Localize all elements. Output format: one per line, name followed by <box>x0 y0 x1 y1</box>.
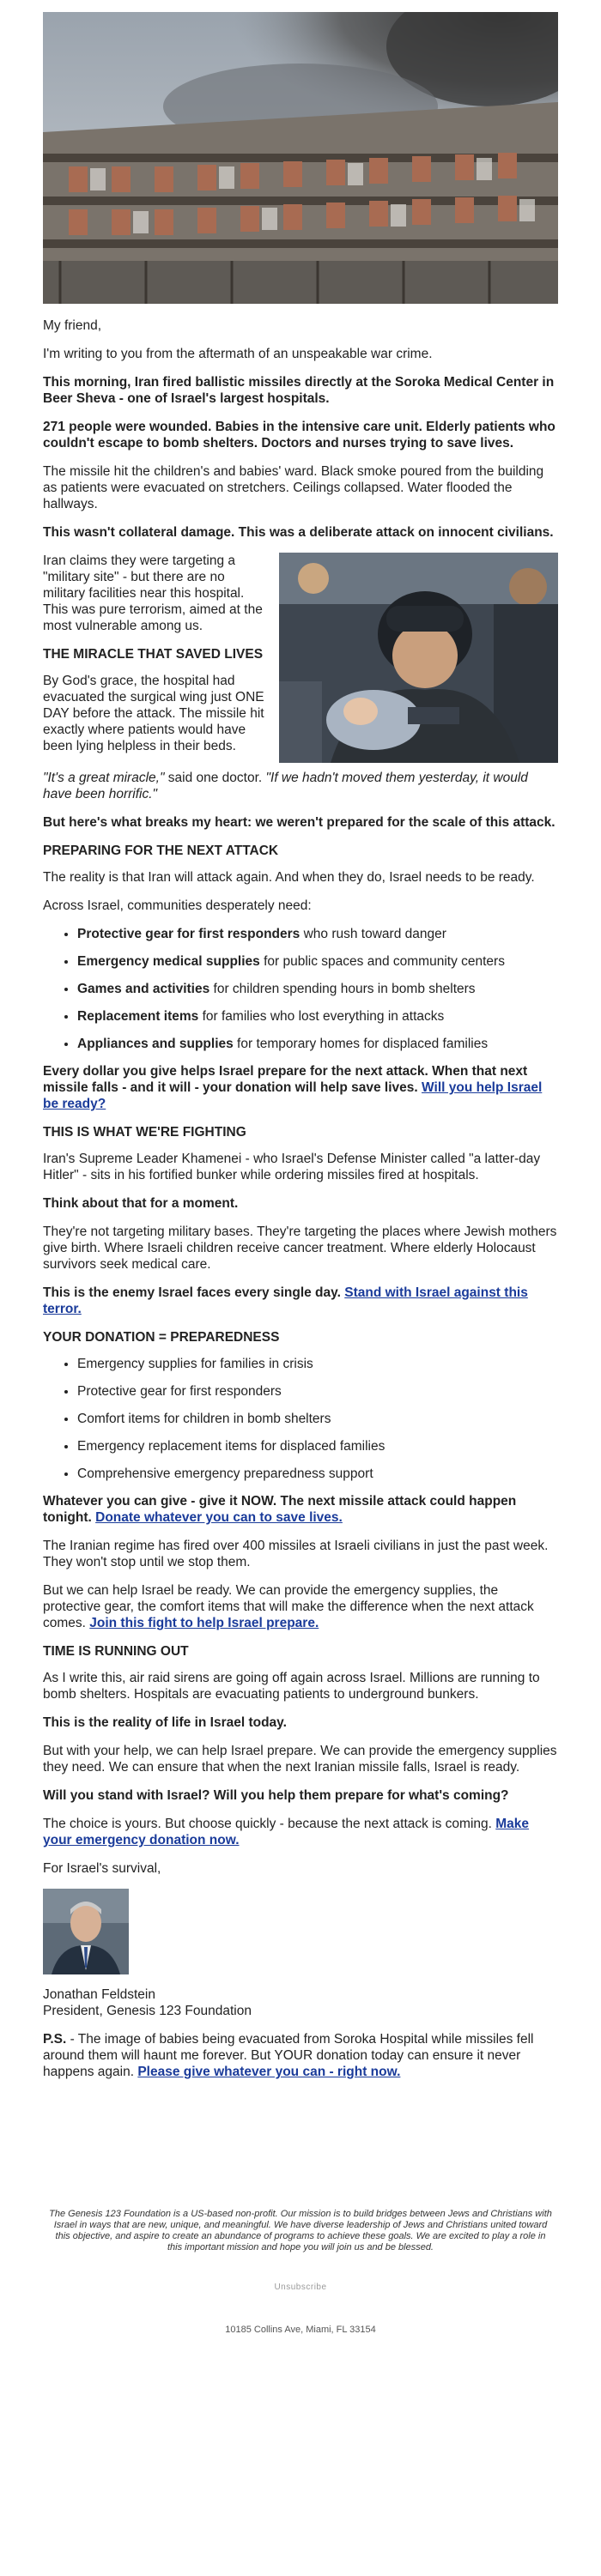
donate-save-lives-link[interactable]: Donate whatever you can to save lives. <box>95 1510 343 1525</box>
soldier-evacuation-photo <box>279 553 558 763</box>
stand-with-israel-link[interactable]: Stand with Israel against this terror. <box>43 1285 528 1316</box>
intro-paragraph: I'm writing to you from the aftermath of an unspeakable war crime. <box>43 347 433 361</box>
enemy-paragraph: This is the enemy Israel faces every single day. Stand with Israel against this terror. <box>43 1285 528 1316</box>
deliberate-paragraph: This wasn't collateral damage. This was a deliberate attack on innocent civilians. <box>43 525 554 540</box>
footer-address: 10185 Collins Ave, Miami, FL 33154 <box>225 2325 376 2335</box>
wounded-paragraph: 271 people were wounded. Babies in the intensive care unit. Elderly patients who couldn't escape to bomb shelters. Doctors and nurses trying to save lives. <box>43 420 555 450</box>
donation-heading: YOUR DONATION = PREPAREDNESS <box>43 1330 280 1345</box>
list-item: • Emergency supplies for families in crisis <box>77 1356 558 1372</box>
miracle-heading: THE MIRACLE THAT SAVED LIVES <box>43 647 264 662</box>
donation-list <box>43 1356 558 1482</box>
give-now-link[interactable]: Please give whatever you can - right now. <box>137 2065 401 2079</box>
portrait-photo <box>43 1889 129 1974</box>
help-paragraph: But we can help Israel be ready. We can provide the emergency supplies, the protective gear, the comfort items that will make the difference when the next attack comes. Join this fight to help Israel prepare. <box>43 1583 534 1630</box>
grace-paragraph: By God's grace, the hospital had evacuated the surgical wing just ONE DAY before the attack. The missile hit exactly where patients would have been lying helpless in their beds. <box>43 674 264 753</box>
attack-paragraph: This morning, Iran fired ballistic missiles directly at the Soroka Medical Center in Beer Sheva - one of Israel's largest hospitals. <box>43 375 555 406</box>
list-item: • Replacement items for families who lost everything in attacks <box>77 1008 558 1025</box>
greeting: My friend, <box>43 318 102 333</box>
list-item: • Appliances and supplies for temporary homes for displaced families <box>77 1036 558 1052</box>
reality-paragraph: The reality is that Iran will attack again. And when they do, Israel needs to be ready. <box>43 870 535 885</box>
join-fight-link[interactable]: Join this fight to help Israel prepare. <box>89 1616 319 1630</box>
footer-mission: The Genesis 123 Foundation is a US-based non-profit. Our mission is to build bridges between Jews and Christians with Israel in ways that are new, unique, and meaningful. We have diverse leadership of Jews and Christians united toward this objective, and aspire to create an abundance of programs to achieve these goals. We are excited to play a role in this important mission and hope you will join us and be blessed. <box>49 2209 552 2252</box>
sirens-paragraph: As I write this, air raid sirens are going off again across Israel. Millions are running to bomb shelters. Hospitals are evacuating patients to underground bunkers. <box>43 1671 540 1702</box>
signature-name: Jonathan Feldstein <box>43 1987 155 2002</box>
ward-paragraph: The missile hit the children's and babies' ward. Black smoke poured from the building as patients were evacuated on stretchers. Ceilings collapsed. Water flooded the hallways. <box>43 464 544 511</box>
unsubscribe-link[interactable]: Unsubscribe <box>274 2283 327 2292</box>
across-paragraph: Across Israel, communities desperately need: <box>43 898 312 913</box>
emergency-donation-link[interactable]: Make your emergency donation now. <box>43 1817 530 1847</box>
ps-paragraph: P.S. - The image of babies being evacuated from Soroka Hospital while missiles fell around them will haunt me forever. But YOUR donation today can ensure it never happens again. Please give whatever you can - right now. <box>43 2032 534 2079</box>
doctor-quote: "It's a great miracle," said one doctor. "If we hadn't moved them yesterday, it would have been horrific." <box>43 771 528 801</box>
building-smoke-photo <box>43 12 558 304</box>
fighting-heading: THIS IS WHAT WE'RE FIGHTING <box>43 1125 246 1140</box>
stand-paragraph: Will you stand with Israel? Will you help them prepare for what's coming? <box>43 1788 509 1803</box>
signature-title: President, Genesis 123 Foundation <box>43 2004 252 2018</box>
dollar-paragraph: Every dollar you give helps Israel prepare for the next attack. When that next missile falls - and it will - your donation will help save lives. Will you help Israel be ready? <box>43 1064 543 1111</box>
targets-paragraph: They're not targeting military bases. They're targeting the places where Jewish mothers give birth. Where Israeli children receive cancer treatment. Where elderly Holocaust survivors seek medical care. <box>43 1225 557 1272</box>
list-item: • Protective gear for first responders who rush toward danger <box>77 926 558 942</box>
life-paragraph: This is the reality of life in Israel today. <box>43 1715 287 1730</box>
soldier-baby-photo <box>279 553 558 763</box>
heart-paragraph: But here's what breaks my heart: we weren't prepared for the scale of this attack. <box>43 815 555 830</box>
regime-paragraph: The Iranian regime has fired over 400 missiles at Israeli civilians in just the past week. They won't stop until we stop them. <box>43 1539 549 1569</box>
help-israel-ready-link[interactable]: Will you help Israel be ready? <box>43 1080 543 1111</box>
list-item: • Emergency replacement items for displaced families <box>77 1438 558 1454</box>
claims-paragraph: Iran claims they were targeting a "military site" - but there are no military facilities near this hospital. This was pure terrorism, aimed at the most vulnerable among us. <box>43 553 263 633</box>
list-item: • Comfort items for children in bomb shelters <box>77 1411 558 1427</box>
with-help-paragraph: But with your help, we can help Israel prepare. We can provide the emergency supplies they need. We can ensure that when the next Iranian missile falls, Israel is ready. <box>43 1744 557 1775</box>
think-paragraph: Think about that for a moment. <box>43 1196 239 1211</box>
preparing-heading: PREPARING FOR THE NEXT ATTACK <box>43 844 279 858</box>
choice-paragraph: The choice is yours. But choose quickly - because the next attack is coming. Make your emergency donation now. <box>43 1817 530 1847</box>
hero-building-photo <box>43 12 558 304</box>
khamenei-paragraph: Iran's Supreme Leader Khamenei - who Israel's Defense Minister called "a latter-day Hitler" - sits in his fortified bunker while ordering missiles fired at hospitals. <box>43 1152 541 1182</box>
list-item: • Emergency medical supplies for public spaces and community centers <box>77 953 558 970</box>
survival-paragraph: For Israel's survival, <box>43 1861 161 1876</box>
time-heading: TIME IS RUNNING OUT <box>43 1644 189 1659</box>
needs-list <box>43 926 558 1052</box>
email-body <box>43 0 558 2335</box>
list-item: • Games and activities for children spending hours in bomb shelters <box>77 981 558 997</box>
list-item: • Protective gear for first responders <box>77 1383 558 1400</box>
whatever-paragraph: Whatever you can give - give it NOW. The next missile attack could happen tonight. Donate whatever you can to save lives. <box>43 1494 517 1525</box>
list-item: • Comprehensive emergency preparedness support <box>77 1466 558 1482</box>
avatar <box>43 1889 129 1974</box>
